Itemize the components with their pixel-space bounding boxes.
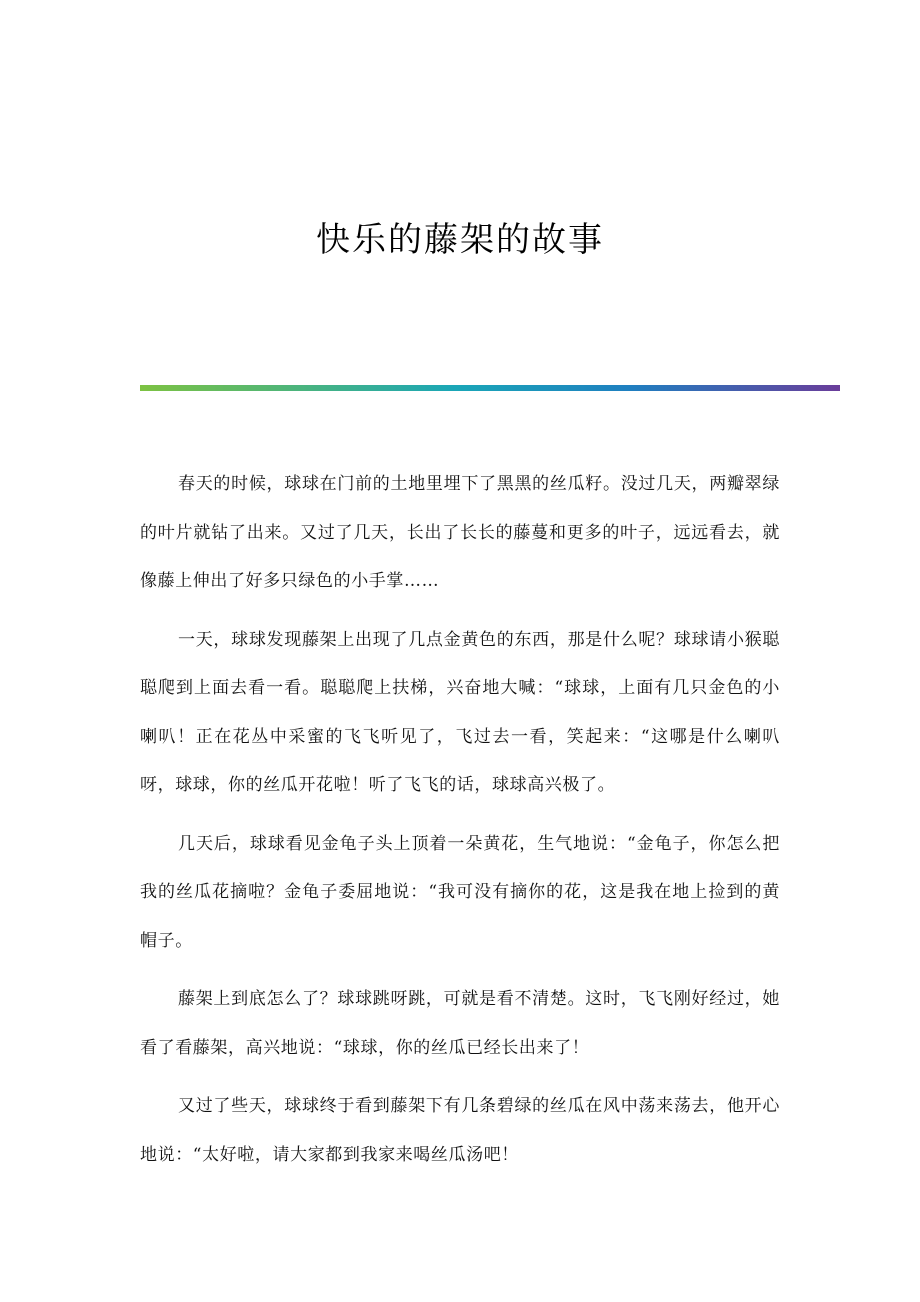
title-divider bbox=[140, 385, 840, 391]
paragraph-5: 又过了些天，球球终于看到藤架下有几条碧绿的丝瓜在风中荡来荡去，他开心地说：“太好啦，请大家都到我家来喝丝瓜汤吧！ bbox=[140, 1096, 780, 1165]
paragraph-2: 一天，球球发现藤架上出现了几点金黄色的东西，那是什么呢？球球请小猴聪聪爬到上面去看一看。聪聪爬上扶梯，兴奋地大喊：“球球，上面有几只金色的小喇叭！正在花丛中采蜜的飞飞听见了，飞过去一看，笑起来：“这哪是什么喇叭呀，球球，你的丝瓜开花啦！听了飞飞的话，球球高兴极了。 bbox=[140, 629, 780, 795]
paragraph-1: 春天的时候，球球在门前的土地里埋下了黑黑的丝瓜籽。没过几天，两瓣翠绿的叶片就钻了出来。又过了几天，长出了长长的藤蔓和更多的叶子，远远看去，就像藤上伸出了好多只绿色的小手掌…… bbox=[140, 474, 780, 591]
paragraph-4: 藤架上到底怎么了？球球跳呀跳，可就是看不清楚。这时，飞飞刚好经过，她看了看藤架，高兴地说：“球球，你的丝瓜已经长出来了！ bbox=[140, 989, 780, 1058]
document-title: 快乐的藤架的故事 bbox=[316, 220, 604, 260]
story-body bbox=[140, 460, 780, 1189]
paragraph-3: 几天后，球球看见金龟子头上顶着一朵黄花，生气地说：“金龟子，你怎么把我的丝瓜花摘啦？金龟子委屈地说：“我可没有摘你的花，这是我在地上捡到的黄帽子。 bbox=[140, 833, 780, 951]
